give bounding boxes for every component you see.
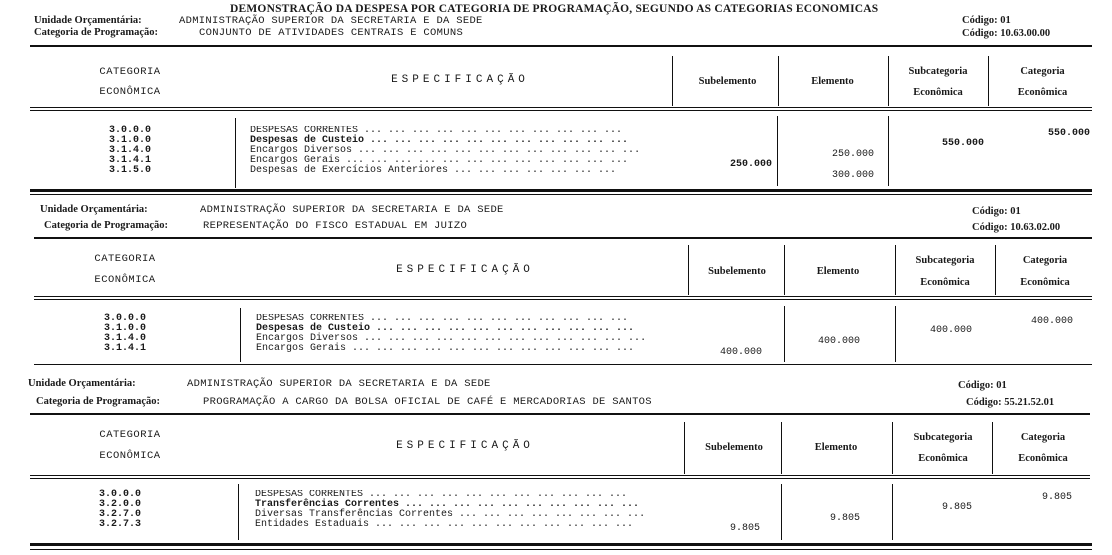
header-categoria-line1: Categoria (1020, 432, 1066, 443)
subelemento-value: 400.000 (720, 347, 763, 358)
subcategoria-value: 9.805 (942, 502, 973, 513)
header-categoria-line2: Econômica (1020, 277, 1070, 288)
codigo-label: Código: (972, 206, 1008, 217)
spec-line: Encargos Gerais ... ... ... ... ... ... ... ... ... ... ... ... (256, 343, 635, 354)
header-categoria-economica-line2: ECONÔMICA (94, 274, 156, 286)
spec-line: Despesas de Exercícios Anteriores ... ... ... ... ... ... ... (250, 165, 617, 176)
header-subcategoria-line1: Subcategoria (908, 66, 968, 77)
header-categoria-line1: Categoria (1020, 66, 1065, 77)
unidade-label: Unidade Orçamentária: (40, 204, 148, 215)
elemento-value: 400.000 (818, 336, 861, 347)
header-categoria-economica-line1: CATEGORIA (99, 66, 161, 78)
header-categoria-economica-line2: ECONÔMICA (99, 86, 161, 98)
header-subelemento: Subelemento (708, 266, 766, 277)
codigo-value: 01 (1010, 206, 1021, 217)
header-especificacao: ESPECIFICAÇÃO (396, 264, 534, 276)
spec-line: Encargos Diversos ... ... ... ... ... ... ... ... ... ... ... ... (250, 145, 641, 156)
categoria-programacao-label: Categoria de Programação: (36, 396, 161, 407)
categoria-value: 550.000 (1048, 128, 1091, 139)
code: 3.1.4.0 (103, 333, 146, 344)
categoria-programacao-label: Categoria de Programação: (34, 27, 159, 38)
document-title: DEMONSTRAÇÃO DA DESPESA POR CATEGORIA DE PROGRAMAÇÃO, SEGUNDO AS CATEGORIAS ECONOMICAS (230, 3, 879, 15)
header-subcategoria-line2: Econômica (918, 453, 968, 464)
codigo-value: 01 (996, 380, 1007, 391)
spec-column (250, 126, 668, 176)
code: 3.0.0.0 (108, 125, 151, 136)
code: 3.1.5.0 (108, 165, 151, 176)
codigo-label: Código: (966, 397, 1002, 408)
header-elemento: Elemento (811, 76, 854, 87)
spec-line: Encargos Gerais ... ... ... ... ... ... ... ... ... ... ... ... (250, 155, 629, 166)
header-categoria-line2: Econômica (1018, 453, 1068, 464)
codes-column (95, 126, 165, 176)
header-subcategoria-line2: Econômica (920, 277, 970, 288)
codes-column (90, 314, 160, 354)
categoria-value: 9.805 (1042, 492, 1073, 503)
code: 3.1.0.0 (103, 323, 146, 334)
categoria-programacao-value: PROGRAMAÇÃO A CARGO DA BOLSA OFICIAL DE CAFÉ E MERCADORIAS DE SANTOS (203, 396, 652, 408)
code: 3.2.7.0 (98, 509, 141, 520)
spec-line: DESPESAS CORRENTES ... ... ... ... ... ... ... ... ... ... ... (255, 490, 628, 500)
unidade-value: ADMINISTRAÇÃO SUPERIOR DA SECRETARIA E DA SEDE (200, 204, 504, 216)
header-subcategoria-line1: Subcategoria (915, 255, 975, 266)
subelemento-value: 9.805 (730, 523, 761, 534)
codigo-label: Código: (972, 222, 1008, 233)
codigo-value: 10.63.00.00 (1000, 28, 1051, 39)
header-elemento: Elemento (814, 442, 858, 453)
code: 3.2.7.3 (98, 519, 141, 530)
header-especificacao: ESPECIFICAÇÃO (396, 440, 534, 452)
code: 3.0.0.0 (103, 313, 146, 324)
code: 3.1.4.1 (108, 155, 151, 166)
header-categoria-economica-line1: CATEGORIA (94, 253, 156, 265)
code: 3.0.0.0 (98, 489, 141, 500)
codigo-label: Código: (962, 28, 998, 39)
spec-column (255, 490, 675, 530)
header-especificacao: ESPECIFICAÇÃO (391, 74, 529, 86)
code: 3.1.4.1 (103, 343, 146, 354)
spec-line: DESPESAS CORRENTES ... ... ... ... ... ... ... ... ... ... ... (250, 126, 623, 136)
spec-line: Encargos Diversos ... ... ... ... ... ... ... ... ... ... ... ... (256, 333, 647, 344)
elemento-value: 250.000 (832, 149, 875, 160)
categoria-programacao-value: CONJUNTO DE ATIVIDADES CENTRAIS E COMUNS (199, 27, 464, 39)
unidade-value: ADMINISTRAÇÃO SUPERIOR DA SECRETARIA E DA SEDE (187, 378, 491, 390)
subcategoria-value: 550.000 (942, 138, 985, 149)
categoria-programacao-value: REPRESENTAÇÃO DO FISCO ESTADUAL EM JUIZO (203, 220, 468, 232)
code: 3.2.0.0 (98, 499, 141, 510)
header-categoria-line2: Econômica (1017, 87, 1068, 98)
elemento-value: 9.805 (830, 513, 861, 524)
categoria-value: 400.000 (1031, 316, 1074, 327)
unidade-label: Unidade Orçamentária: (34, 15, 142, 26)
categoria-programacao-label: Categoria de Programação: (44, 220, 169, 231)
unidade-label: Unidade Orçamentária: (28, 378, 136, 389)
spec-line: DESPESAS CORRENTES ... ... ... ... ... ... ... ... ... ... ... (256, 314, 629, 324)
unidade-value: ADMINISTRAÇÃO SUPERIOR DA SECRETARIA E DA SEDE (179, 15, 483, 27)
spec-line: Transferências Correntes ... ... ... ... ... ... ... ... ... ... (255, 499, 640, 510)
spec-line: Despesas de Custeio ... ... ... ... ... ... ... ... ... ... ... (250, 135, 629, 146)
code: 3.1.0.0 (108, 135, 151, 146)
spec-line: Despesas de Custeio ... ... ... ... ... ... ... ... ... ... ... (256, 323, 635, 334)
header-subcategoria-line2: Econômica (913, 87, 963, 98)
codigo-value: 10.63.02.00 (1010, 222, 1061, 233)
subcategoria-value: 400.000 (930, 325, 973, 336)
codes-column (85, 490, 155, 530)
header-categoria-economica-line1: CATEGORIA (99, 429, 161, 441)
header-subelemento: Subelemento (705, 442, 763, 453)
codigo-value: 55.21.52.01 (1004, 397, 1055, 408)
spec-line: Diversas Transferências Correntes ... ... ... ... ... ... ... ... (255, 509, 646, 520)
subelemento-value: 250.000 (730, 159, 773, 170)
header-categoria-economica-line2: ECONÔMICA (99, 450, 161, 462)
header-subcategoria-line1: Subcategoria (913, 432, 973, 443)
codigo-label: Código: (958, 380, 994, 391)
elemento-value: 300.000 (832, 170, 875, 181)
codigo-label: Código: (962, 15, 998, 26)
code: 3.1.4.0 (108, 145, 151, 156)
spec-column (256, 314, 676, 354)
header-elemento: Elemento (816, 266, 860, 277)
header-categoria-line1: Categoria (1022, 255, 1068, 266)
spec-line: Entidades Estaduais ... ... ... ... ... ... ... ... ... ... ... (255, 519, 634, 530)
header-subelemento: Subelemento (698, 76, 757, 87)
codigo-value: 01 (1000, 15, 1011, 26)
